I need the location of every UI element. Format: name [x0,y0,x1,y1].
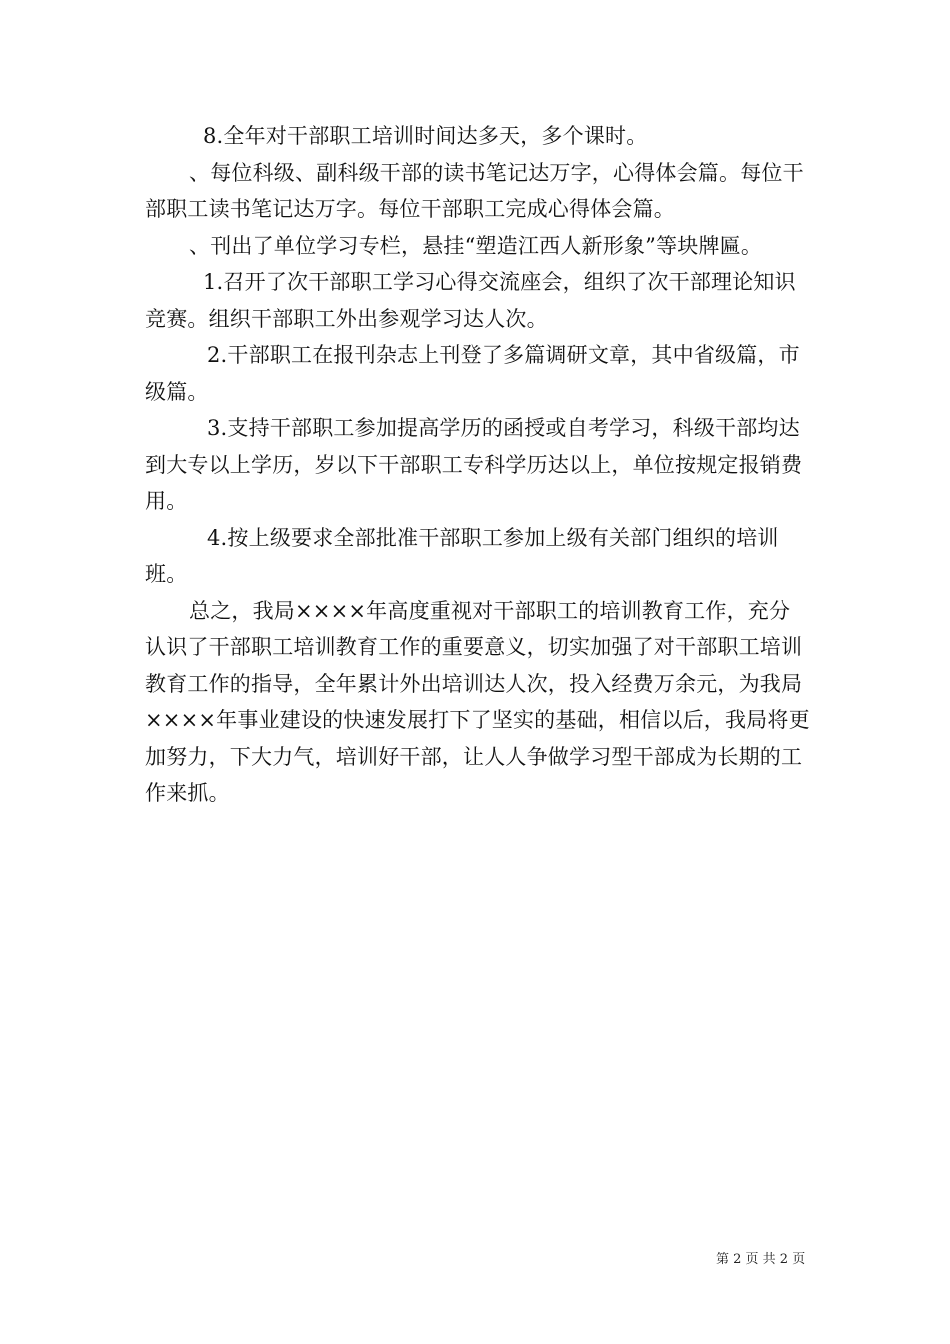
page-number-footer: 第 2 页 共 2 页 [716,1252,806,1267]
paragraph-item-4: 4.按上级要求全部批准干部职工参加上级有关部门组织的培训班。 [145,525,779,586]
paragraph-reading-notes: 、每位科级、副科级干部的读书笔记达万字，心得体会篇。每位干部职工读书笔记达万字。每位干部职工完成心得体会篇。 [145,160,804,221]
paragraph-study-column: 、刊出了单位学习专栏，悬挂“塑造江西人新形象”等块牌匾。 [189,233,763,258]
paragraph-item-1: 1.召开了次干部职工学习心得交流座会，组织了次干部理论知识竞赛。组织干部职工外出参观学习达人次。 [145,270,796,331]
paragraph-item-2: 2.干部职工在报刊杂志上刊登了多篇调研文章，其中省级篇，市级篇。 [145,343,800,404]
paragraph-training-time: 8.全年对干部职工培训时间达多天，多个课时。 [203,124,648,148]
paragraph-item-3: 3.支持干部职工参加提高学历的函授或自考学习，科级干部均达到大专以上学历，岁以下干部职工专科学历达以上，单位按规定报销费用。 [145,416,803,513]
document-body [145,118,810,812]
paragraph-summary: 总之，我局××××年高度重视对干部职工的培训教育工作，充分认识了干部职工培训教育工作的重要意义，切实加强了对干部职工培训教育工作的指导，全年累计外出培训达人次，投入经费万余元，为我局××××年事业建设的快速发展打下了坚实的基础，相信以后，我局将更加努力，下大力气，培训好干部，让人人争做学习型干部成为长期的工作来抓。 [145,598,810,805]
